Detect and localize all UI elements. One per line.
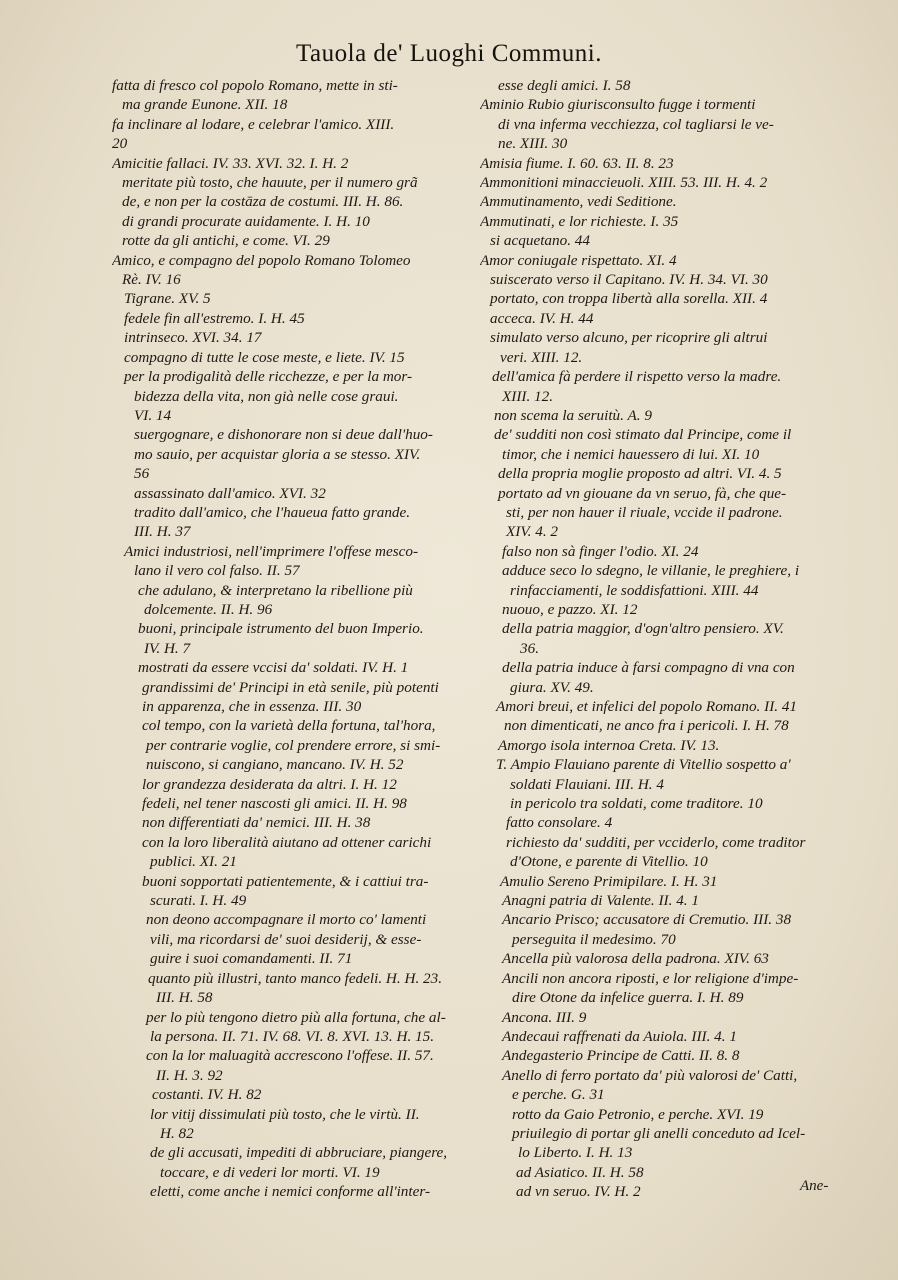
index-entry: toccare, e di vederi lor morti. VI. 19 — [160, 1163, 380, 1181]
index-entry: Andegasterio Principe de Catti. II. 8. 8 — [502, 1047, 740, 1065]
index-column-right — [480, 76, 860, 1202]
index-entry: per lo più tengono dietro più alla fortuna, che al- — [146, 1008, 446, 1026]
index-entry: e perche. G. 31 — [512, 1086, 605, 1104]
page-header — [0, 40, 898, 68]
index-entry: lano il vero col falso. II. 57 — [134, 562, 300, 580]
index-entry: ad vn seruo. IV. H. 2 — [516, 1183, 641, 1201]
index-entry: non differentiati da' nemici. III. H. 38 — [142, 814, 371, 832]
index-entry: buoni sopportati patientemente, & i cattiui tra- — [142, 872, 429, 890]
index-entry: perseguita il medesimo. 70 — [512, 930, 676, 948]
index-entry: Tigrane. XV. 5 — [124, 290, 211, 308]
index-entry: Ancario Prisco; accusatore di Cremutio. III. 38 — [502, 911, 792, 929]
index-entry: T. Ampio Flauiano parente di Vitellio sospetto a' — [496, 756, 791, 774]
index-entry: timor, che i nemici hauessero di lui. XI. 10 — [502, 445, 760, 463]
index-entry: eletti, come anche i nemici conforme all'inter- — [150, 1183, 431, 1201]
index-entry: meritate più tosto, che hauute, per il numero grã — [122, 174, 418, 192]
index-entry: Anagni patria di Valente. II. 4. 1 — [502, 892, 699, 910]
index-entry: Ancili non ancora riposti, e lor religione d'impe- — [502, 969, 799, 987]
index-entry: sti, per non hauer il riuale, vccide il padrone. — [506, 503, 783, 521]
index-entry: nuiscono, si cangiano, mancano. IV. H. 52 — [146, 756, 404, 774]
index-entry: Amori breui, et infelici del popolo Romano. II. 41 — [496, 698, 798, 715]
index-entry: III. H. 58 — [156, 989, 213, 1007]
index-entry: di grandi procurate auidamente. I. H. 10 — [122, 212, 370, 230]
index-entry: mo sauio, per acquistar gloria a se stesso. XIV. — [134, 445, 421, 463]
index-entry: della propria moglie proposto ad altri. VI. 4. 5 — [498, 465, 782, 483]
index-entry: Amulio Sereno Primipilare. I. H. 31 — [500, 872, 718, 890]
index-entry: richiesto da' sudditi, per vcciderlo, come traditor — [506, 833, 806, 851]
index-entry: con la lor maluagità accrescono l'offese. II. 57. — [146, 1047, 434, 1065]
page-title: Tauola de' Luoghi Communi. — [296, 40, 602, 67]
index-entry: soldati Flauiani. III. H. 4 — [510, 775, 664, 793]
index-entry: intrinseco. XVI. 34. 17 — [124, 329, 262, 347]
index-entry: Ancona. III. 9 — [502, 1008, 587, 1026]
index-entry: acceca. IV. H. 44 — [490, 309, 594, 327]
index-entry: assassinato dall'amico. XVI. 32 — [134, 484, 326, 502]
index-entry: de' sudditi non così stimato dal Principe, come il — [494, 426, 792, 444]
index-entry: Ancella più valorosa della padrona. XIV. 63 — [502, 950, 769, 968]
index-entry: buoni, principale istrumento del buon Imperio. — [138, 620, 424, 638]
index-entry: quanto più illustri, tanto manco fedeli. H. H. 23. — [148, 969, 443, 987]
index-entry: di vna inferma vecchiezza, col tagliarsi le ve- — [498, 115, 774, 133]
index-entry: publici. XI. 21 — [150, 853, 237, 871]
index-entry: mostrati da essere vccisi da' soldati. IV. H. 1 — [138, 659, 409, 677]
index-entry: suergognare, e dishonorare non si deue dall'huo- — [134, 426, 433, 444]
index-entry: non dimenticati, ne anco fra i pericoli. I. H. 78 — [504, 717, 789, 735]
index-entry: Andecaui raffrenati da Auiola. III. 4. 1 — [502, 1027, 737, 1045]
index-entry: Amor coniugale rispettato. XI. 4 — [480, 251, 677, 269]
index-entry: Ammonitioni minaccieuoli. XIII. 53. III. H. 4. 2 — [480, 174, 768, 192]
index-entry: per contrarie voglie, col prendere errore, si smi- — [146, 736, 441, 754]
index-column-left — [112, 76, 497, 1202]
index-entry: rinfacciamenti, le soddisfattioni. XIII. 44 — [510, 581, 759, 599]
index-entry: che adulano, & interpretano la ribellione più — [138, 581, 413, 599]
index-entry: II. H. 3. 92 — [156, 1066, 223, 1084]
index-entry: 36. — [520, 639, 539, 657]
index-entry: bidezza della vita, non già nelle cose graui. — [134, 387, 399, 405]
index-entry: fatta di fresco col popolo Romano, mette in sti- — [112, 77, 398, 94]
index-entry: con la loro liberalità aiutano ad ottener carichi — [142, 833, 432, 851]
index-entry: veri. XIII. 12. — [500, 348, 583, 366]
index-entry: in apparenza, che in essenza. III. 30 — [142, 698, 362, 715]
index-entry: Ammutinamento, vedi Seditione. — [480, 193, 677, 211]
index-entry: compagno di tutte le cose meste, e liete. IV. 15 — [124, 348, 405, 366]
catchword: Ane- — [800, 1178, 829, 1194]
index-entry: simulato verso alcuno, per ricoprire gli altrui — [490, 329, 768, 347]
index-entry: col tempo, con la varietà della fortuna, tal'hora, — [142, 717, 436, 735]
index-entry: lo Liberto. I. H. 13 — [518, 1144, 633, 1162]
index-entry: della patria maggior, d'ogn'altro pensiero. XV. — [502, 620, 784, 638]
index-entry: adduce seco lo sdegno, le villanie, le preghiere, i — [502, 562, 800, 580]
index-entry: XIV. 4. 2 — [506, 523, 559, 541]
index-entry: III. H. 37 — [134, 523, 191, 541]
index-entry: Amorgo isola internoa Creta. IV. 13. — [498, 736, 720, 754]
index-entry: VI. 14 — [134, 406, 172, 424]
index-entry: fa inclinare al lodare, e celebrar l'amico. XIII. — [112, 115, 395, 133]
index-entry: Aminio Rubio giurisconsulto fugge i tormenti — [480, 96, 756, 114]
index-entry: fedeli, nel tener nascosti gli amici. II. H. 98 — [142, 795, 407, 813]
index-entry: fatto consolare. 4 — [506, 814, 613, 832]
index-entry: della patria induce à farsi compagno di vna con — [502, 659, 795, 677]
index-entry: ne. XIII. 30 — [498, 135, 568, 153]
index-entry: H. 82 — [160, 1124, 194, 1142]
index-entry: suiscerato verso il Capitano. IV. H. 34. VI. 30 — [490, 271, 768, 289]
index-entry: fedele fin all'estremo. I. H. 45 — [124, 309, 305, 327]
index-entry: dire Otone da infelice guerra. I. H. 89 — [512, 989, 744, 1007]
index-entry: priuilegio di portar gli anelli conceduto ad Icel- — [512, 1124, 806, 1142]
index-entry: guire i suoi comandamenti. II. 71 — [150, 950, 353, 968]
index-entry: Amici industriosi, nell'imprimere l'offese mesco- — [124, 542, 419, 560]
index-entry: vili, ma ricordarsi de' suoi desiderij, & esse- — [150, 930, 422, 948]
index-entry: lor vitij dissimulati più tosto, che le virtù. II. — [150, 1105, 420, 1123]
index-entry: non deono accompagnare il morto co' lamenti — [146, 911, 427, 929]
index-entry: esse degli amici. I. 58 — [498, 77, 631, 94]
index-entry: 20 — [112, 135, 128, 153]
index-entry: costanti. IV. H. 82 — [152, 1086, 262, 1104]
index-entry: dolcemente. II. H. 96 — [144, 600, 273, 618]
index-entry: d'Otone, e parente di Vitellio. 10 — [510, 853, 708, 871]
index-entry: de, e non per la costāza de costumi. III. H. 86. — [122, 193, 404, 211]
index-entry: giura. XV. 49. — [510, 678, 594, 696]
index-entry: Amico, e compagno del popolo Romano Tolomeo — [112, 251, 411, 269]
index-entry: portato ad vn giouane da vn seruo, fà, che que- — [498, 484, 787, 502]
index-entry: lor grandezza desiderata da altri. I. H. 12 — [142, 775, 397, 793]
index-entry: IV. H. 7 — [144, 639, 191, 657]
index-entry: Amicitie fallaci. IV. 33. XVI. 32. I. H. 2 — [112, 154, 349, 172]
index-entry: grandissimi de' Principi in età senile, più potenti — [142, 678, 439, 696]
index-entry: de gli accusati, impediti di abbruciare, piangere, — [150, 1144, 448, 1162]
index-entry: rotte da gli antichi, e come. VI. 29 — [122, 232, 330, 250]
index-entry: rotto da Gaio Petronio, e perche. XVI. 19 — [512, 1105, 764, 1123]
index-entry: in pericolo tra soldati, come traditore. 10 — [510, 795, 763, 813]
index-entry: si acquetano. 44 — [490, 232, 590, 250]
index-entry: 56 — [134, 465, 150, 483]
index-entry: portato, con troppa libertà alla sorella. XII. 4 — [490, 290, 768, 308]
index-entry: dell'amica fà perdere il rispetto verso la madre. — [492, 368, 782, 386]
index-entry: falso non sà finger l'odio. XI. 24 — [502, 542, 699, 560]
index-entry: la persona. II. 71. IV. 68. VI. 8. XVI. 13. H. 15. — [150, 1027, 435, 1045]
index-entry: Ammutinati, e lor richieste. I. 35 — [480, 212, 679, 230]
index-entry: tradito dall'amico, che l'haueua fatto grande. — [134, 503, 411, 521]
index-entry: ad Asiatico. II. H. 58 — [516, 1163, 644, 1181]
index-entry: ma grande Eunone. XII. 18 — [122, 96, 288, 114]
index-entry: per la prodigalità delle ricchezze, e per la mor- — [124, 368, 413, 386]
index-entry: non scema la seruitù. A. 9 — [494, 406, 652, 424]
index-entry: nuouo, e pazzo. XI. 12 — [502, 600, 638, 618]
index-entry: Rè. IV. 16 — [122, 271, 181, 289]
index-entry: scurati. I. H. 49 — [150, 892, 247, 910]
index-entry: Amisia fiume. I. 60. 63. II. 8. 23 — [480, 154, 674, 172]
index-entry: Anello di ferro portato da' più valorosi de' Catti, — [502, 1066, 798, 1084]
index-entry: XIII. 12. — [502, 387, 554, 405]
